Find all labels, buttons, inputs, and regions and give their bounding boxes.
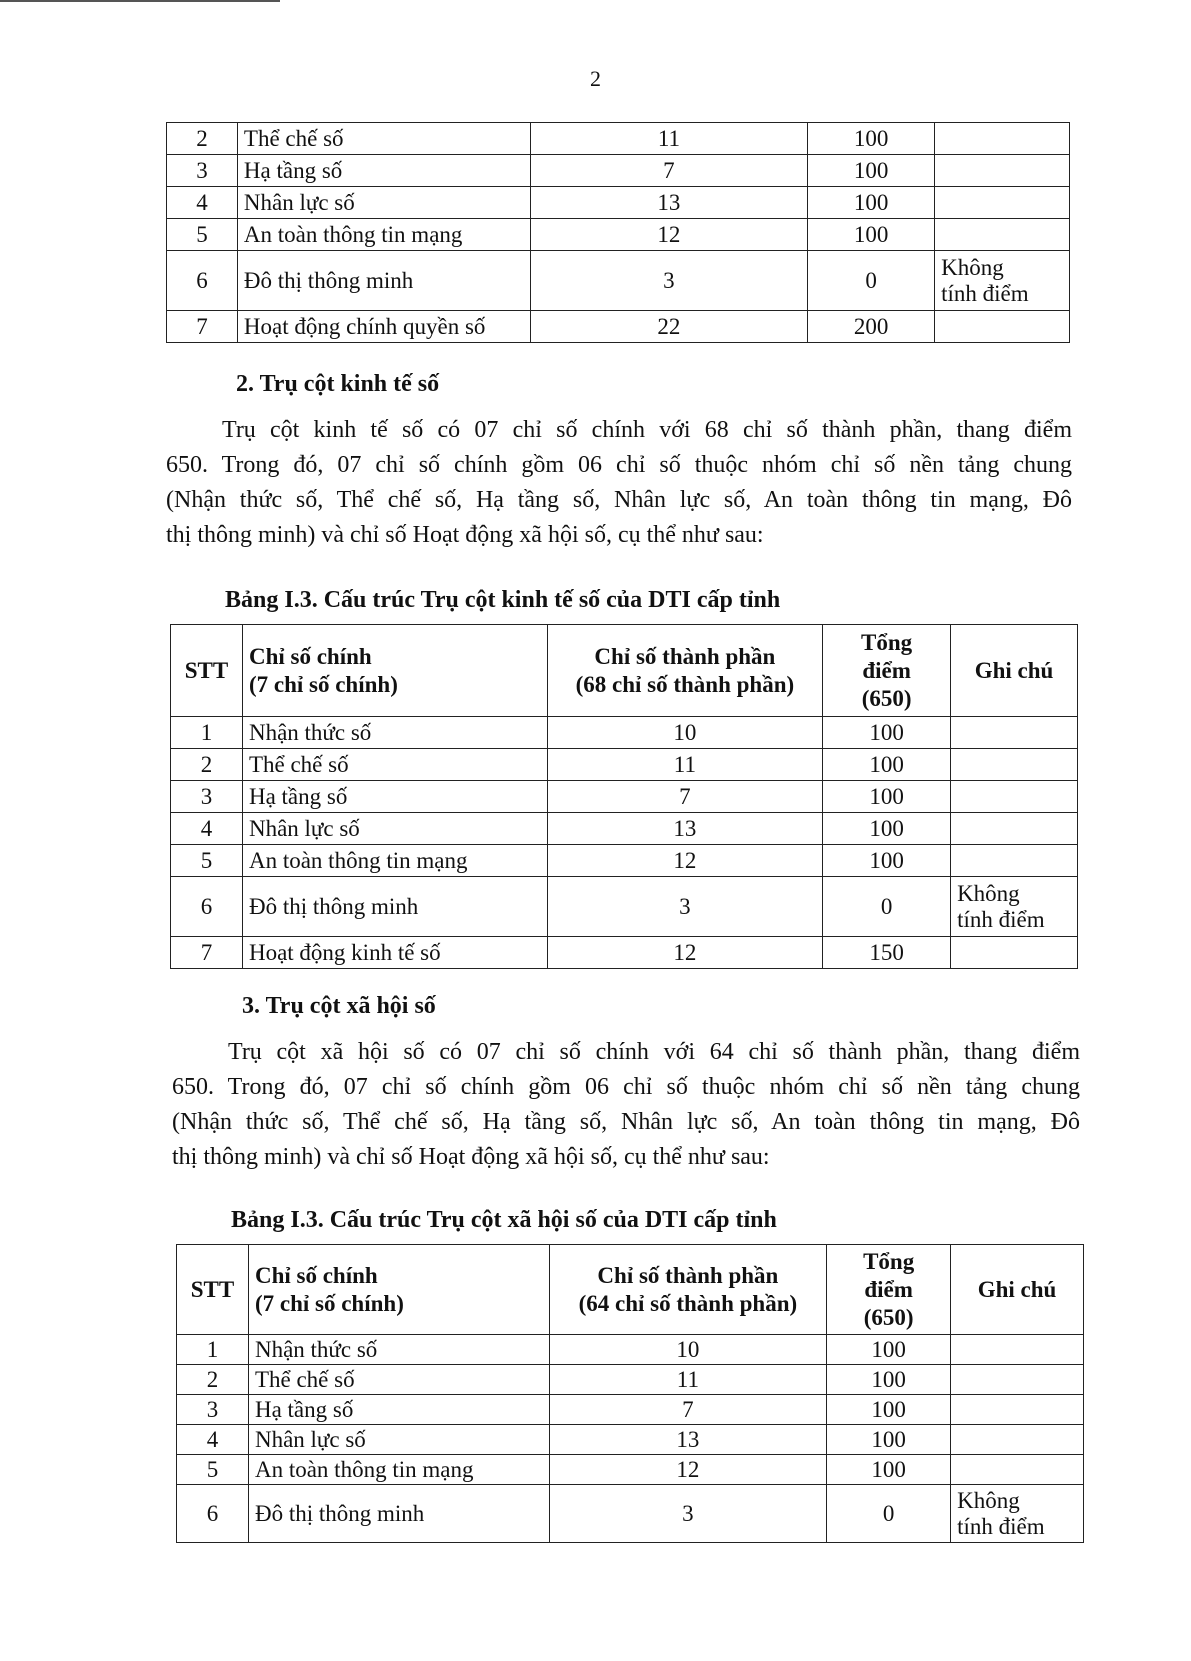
- index-name-cell: An toàn thông tin mạng: [242, 845, 547, 877]
- note-cell: [951, 1425, 1084, 1455]
- note-cell: [951, 781, 1078, 813]
- components-cell: 12: [547, 937, 823, 969]
- points-cell: 200: [808, 311, 935, 343]
- note-cell: [951, 877, 1078, 937]
- header-stt: STT: [171, 625, 243, 717]
- note-line: tính điểm: [941, 280, 1029, 306]
- header-line: (7 chỉ số chính): [248, 671, 398, 697]
- components-cell: 12: [530, 219, 808, 251]
- para-line: (Nhận thức số, Thể chế số, Hạ tầng số, Nhân lực số, An toàn thông tin mạng, Đô: [166, 487, 1072, 513]
- points-cell: 100: [808, 219, 935, 251]
- paragraph: [172, 1035, 1080, 1175]
- para-line: Trụ cột xã hội số có 07 chỉ số chính với 64 chỉ số thành phần, thang điểm: [228, 1039, 1080, 1065]
- points-cell: 0: [827, 1485, 951, 1543]
- table-row: [171, 877, 1078, 937]
- header-note: Ghi chú: [951, 1245, 1084, 1335]
- header-line: (7 chỉ số chính): [254, 1290, 404, 1316]
- table-row: [171, 845, 1078, 877]
- header-line: (64 chỉ số thành phần): [578, 1290, 798, 1316]
- components-cell: 3: [547, 877, 823, 937]
- table-row: [167, 123, 1070, 155]
- points-cell: 100: [827, 1455, 951, 1485]
- stt-cell: 4: [171, 813, 243, 845]
- para-line: 650. Trong đó, 07 chỉ số chính gồm 06 chỉ số thuộc nhóm chỉ số nền tảng chung: [166, 452, 1072, 478]
- header-components: [549, 1245, 827, 1335]
- header-total: [823, 625, 951, 717]
- index-name-cell: Nhân lực số: [237, 187, 530, 219]
- note-cell: [951, 749, 1078, 781]
- header-line: Tổng: [863, 1248, 915, 1274]
- para-line: thị thông minh) và chỉ số Hoạt động xã hội số, cụ thể như sau:: [166, 522, 764, 548]
- points-cell: 0: [823, 877, 951, 937]
- table-row: [171, 749, 1078, 781]
- components-cell: 7: [549, 1395, 827, 1425]
- table-row: [177, 1335, 1084, 1365]
- points-cell: 100: [823, 781, 951, 813]
- index-name-cell: Hạ tầng số: [242, 781, 547, 813]
- index-name-cell: Đô thị thông minh: [237, 251, 530, 311]
- points-cell: 0: [808, 251, 935, 311]
- components-cell: 12: [549, 1455, 827, 1485]
- header-note: Ghi chú: [951, 625, 1078, 717]
- table-economy: [170, 624, 1078, 969]
- stt-cell: 4: [167, 187, 238, 219]
- header-line: Tổng: [861, 629, 913, 655]
- points-cell: 100: [823, 749, 951, 781]
- stt-cell: 6: [167, 251, 238, 311]
- note-cell: [935, 219, 1070, 251]
- table-caption: Bảng I.3. Cấu trúc Trụ cột xã hội số của DTI cấp tỉnh: [231, 1207, 777, 1233]
- para-line: 650. Trong đó, 07 chỉ số chính gồm 06 chỉ số thuộc nhóm chỉ số nền tảng chung: [172, 1074, 1080, 1100]
- components-cell: 10: [547, 717, 823, 749]
- stt-cell: 2: [171, 749, 243, 781]
- index-name-cell: Thể chế số: [237, 123, 530, 155]
- index-name-cell: Hoạt động kinh tế số: [242, 937, 547, 969]
- points-cell: 100: [827, 1425, 951, 1455]
- table-row: [177, 1485, 1084, 1543]
- paragraph: [166, 413, 1072, 553]
- stt-cell: 2: [167, 123, 238, 155]
- table-row: [177, 1365, 1084, 1395]
- stt-cell: 5: [167, 219, 238, 251]
- note-cell: [951, 937, 1078, 969]
- components-cell: 13: [547, 813, 823, 845]
- note-cell: [951, 1455, 1084, 1485]
- index-name-cell: Đô thị thông minh: [248, 1485, 549, 1543]
- note-cell: [935, 187, 1070, 219]
- stt-cell: 5: [171, 845, 243, 877]
- table-row: [177, 1455, 1084, 1485]
- note-cell: [951, 1335, 1084, 1365]
- components-cell: 11: [530, 123, 808, 155]
- index-name-cell: Hoạt động chính quyền số: [237, 311, 530, 343]
- stt-cell: 3: [177, 1395, 249, 1425]
- index-name-cell: Nhân lực số: [242, 813, 547, 845]
- components-cell: 3: [530, 251, 808, 311]
- points-cell: 100: [808, 155, 935, 187]
- points-cell: 100: [827, 1365, 951, 1395]
- table-row: [171, 937, 1078, 969]
- note-line: tính điểm: [957, 906, 1045, 932]
- index-name-cell: Thể chế số: [242, 749, 547, 781]
- table-row: [177, 1425, 1084, 1455]
- components-cell: 13: [530, 187, 808, 219]
- table-row: [177, 1395, 1084, 1425]
- header-total: [827, 1245, 951, 1335]
- points-cell: 100: [808, 187, 935, 219]
- table-row: [167, 219, 1070, 251]
- note-line: Không: [957, 880, 1020, 906]
- index-name-cell: Nhận thức số: [242, 717, 547, 749]
- points-cell: 100: [827, 1395, 951, 1425]
- note-cell: [951, 845, 1078, 877]
- stt-cell: 1: [171, 717, 243, 749]
- note-cell: [951, 1365, 1084, 1395]
- para-line: thị thông minh) và chỉ số Hoạt động xã hội số, cụ thể như sau:: [172, 1144, 770, 1170]
- stt-cell: 6: [171, 877, 243, 937]
- note-line: Không: [941, 254, 1004, 280]
- index-name-cell: Nhân lực số: [248, 1425, 549, 1455]
- note-line: Không: [957, 1487, 1020, 1513]
- index-name-cell: Nhận thức số: [248, 1335, 549, 1365]
- page-number: 2: [590, 66, 601, 91]
- stt-cell: 7: [171, 937, 243, 969]
- table-row: [167, 155, 1070, 187]
- header-line: điểm: [864, 1276, 913, 1302]
- components-cell: 10: [549, 1335, 827, 1365]
- components-cell: 12: [547, 845, 823, 877]
- table-row: [171, 813, 1078, 845]
- table-row: [171, 717, 1078, 749]
- components-cell: 22: [530, 311, 808, 343]
- components-cell: 13: [549, 1425, 827, 1455]
- table-header-row: [177, 1245, 1084, 1335]
- table-society: [176, 1244, 1084, 1543]
- note-cell: [951, 813, 1078, 845]
- points-cell: 100: [823, 813, 951, 845]
- note-cell: [935, 123, 1070, 155]
- index-name-cell: Đô thị thông minh: [242, 877, 547, 937]
- components-cell: 7: [547, 781, 823, 813]
- note-cell: [935, 251, 1070, 311]
- header-line: (650): [863, 1304, 914, 1330]
- table-row: [167, 311, 1070, 343]
- header-components: [547, 625, 823, 717]
- note-cell: [935, 155, 1070, 187]
- stt-cell: 3: [171, 781, 243, 813]
- top-rule: [0, 0, 280, 2]
- header-stt: STT: [177, 1245, 249, 1335]
- table-caption: Bảng I.3. Cấu trúc Trụ cột kinh tế số của DTI cấp tỉnh: [225, 587, 781, 613]
- note-cell: [951, 717, 1078, 749]
- index-name-cell: Hạ tầng số: [248, 1395, 549, 1425]
- stt-cell: 2: [177, 1365, 249, 1395]
- table-row: [171, 781, 1078, 813]
- components-cell: 11: [549, 1365, 827, 1395]
- stt-cell: 1: [177, 1335, 249, 1365]
- note-cell: [951, 1485, 1084, 1543]
- stt-cell: 6: [177, 1485, 249, 1543]
- points-cell: 100: [808, 123, 935, 155]
- header-line: Chỉ số thành phần: [597, 1262, 779, 1288]
- components-cell: 7: [530, 155, 808, 187]
- table-continued: [166, 122, 1070, 343]
- points-cell: 100: [827, 1335, 951, 1365]
- note-cell: [935, 311, 1070, 343]
- section-heading: 2. Trụ cột kinh tế số: [236, 371, 440, 397]
- stt-cell: 7: [167, 311, 238, 343]
- note-cell: [951, 1395, 1084, 1425]
- header-line: Chỉ số chính: [254, 1262, 378, 1288]
- table-row: [167, 187, 1070, 219]
- stt-cell: 4: [177, 1425, 249, 1455]
- header-main-index: [242, 625, 547, 717]
- components-cell: 3: [549, 1485, 827, 1543]
- header-line: (68 chỉ số thành phần): [575, 671, 795, 697]
- stt-cell: 3: [167, 155, 238, 187]
- header-line: Chỉ số thành phần: [594, 643, 776, 669]
- points-cell: 100: [823, 845, 951, 877]
- points-cell: 100: [823, 717, 951, 749]
- note-line: tính điểm: [957, 1513, 1045, 1539]
- header-main-index: [248, 1245, 549, 1335]
- stt-cell: 5: [177, 1455, 249, 1485]
- para-line: (Nhận thức số, Thể chế số, Hạ tầng số, Nhân lực số, An toàn thông tin mạng, Đô: [172, 1109, 1080, 1135]
- table-row: [167, 251, 1070, 311]
- table-header-row: [171, 625, 1078, 717]
- components-cell: 11: [547, 749, 823, 781]
- header-line: (650): [861, 685, 912, 711]
- header-line: điểm: [862, 657, 911, 683]
- index-name-cell: Hạ tầng số: [237, 155, 530, 187]
- section-heading: 3. Trụ cột xã hội số: [242, 993, 436, 1019]
- index-name-cell: An toàn thông tin mạng: [237, 219, 530, 251]
- index-name-cell: Thể chế số: [248, 1365, 549, 1395]
- header-line: Chỉ số chính: [248, 643, 372, 669]
- points-cell: 150: [823, 937, 951, 969]
- index-name-cell: An toàn thông tin mạng: [248, 1455, 549, 1485]
- para-line: Trụ cột kinh tế số có 07 chỉ số chính với 68 chỉ số thành phần, thang điểm: [222, 417, 1072, 443]
